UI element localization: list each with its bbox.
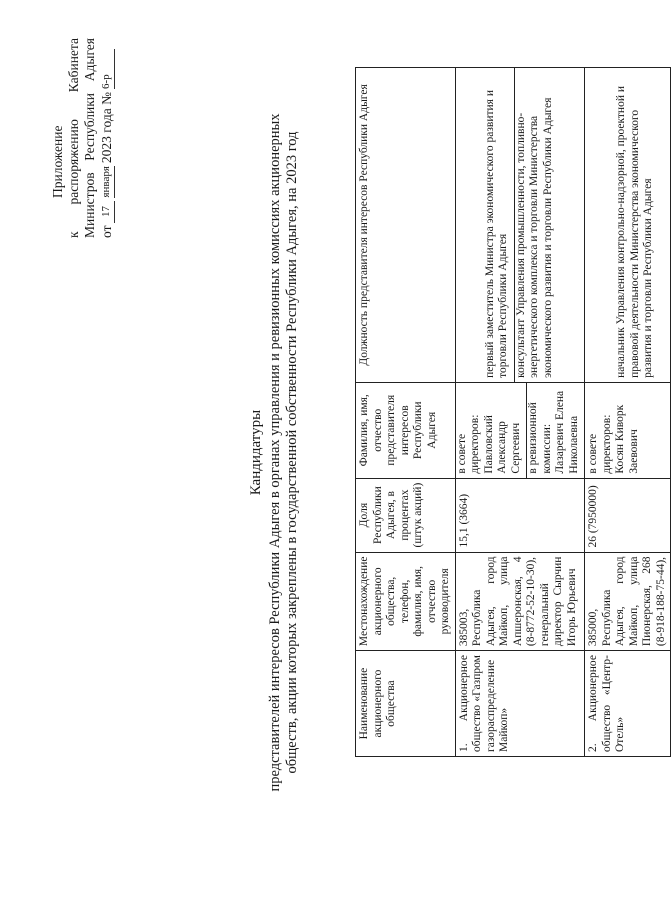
candidates-table [355,67,671,757]
table-row [585,68,671,757]
appendix-title: Приложение [50,125,65,198]
representative-name: Косян Киворк Заевович [614,404,640,474]
title-heading: Кандидатуры [248,409,264,496]
position-entry [456,68,515,382]
date-day: 17 [98,201,115,223]
representative-position: начальник Управления контрольно-надзорной, проектной и правовой деятельности Министерства экономического развития и торговли Республики Адыгея [615,85,654,378]
date-prefix: от [99,225,114,238]
header-share: Доля Республики Адыгея, в процентах (штук акций) [356,478,456,552]
company-share: 15,1 (3664) [455,478,585,552]
governing-body: в совете директоров: [587,414,613,474]
company-name: 2. Акционерное общество «Центр-Отель» [585,651,671,757]
appendix-line-2 [66,38,82,238]
appendix-text: Министров [82,172,97,238]
company-name: 1. Акционерное общество «Газпром газораспределение Майкоп» [455,651,585,757]
appendix-text: Адыгея [82,38,97,82]
representatives-cell [455,382,585,478]
header-name: Наименование акционерного общества [356,651,456,757]
representative-entry [456,383,528,478]
governing-body: в совете директоров: [455,414,481,474]
appendix-block [50,38,115,238]
positions-cell [585,68,671,383]
company-location: 385003, Республика Адыгея, город Майкоп, улица Апшеронская, 4 (8-8772-52-10-30), генеральный директор Сырчин Игорь Юрьевич [455,552,585,651]
positions-cell [455,68,585,383]
representatives-cell [585,382,671,478]
company-location: 385000, Республика Адыгея, город Майкоп, улица Пионерская, 268 (8-918-188-75-44), [585,552,671,651]
representative-name: Павловский Александр Сергеевич [482,415,522,474]
table-row [455,68,585,757]
appendix-line-3 [82,38,98,238]
appendix-text: распоряжению [66,119,81,205]
title-line-2: обществ, акции которых закреплены в государственной собственности Республики Адыгея, на 2023 год [284,131,300,774]
appendix-date-line [98,38,115,238]
date-month: января [98,166,115,197]
company-share: 26 (7950000) [585,478,671,552]
appendix-text: Кабинета [66,38,81,93]
date-year: 2023 года № [99,92,114,164]
table-header-row [356,68,456,757]
representative-position: первый заместитель Министра экономического развития и торговли Республики Адыгея [483,90,509,378]
title-line-1: представителей интересов Республики Адыгея в органах управления и ревизионных комиссиях акционерных [267,113,283,792]
document-title [248,30,301,875]
appendix-text: к [66,231,81,238]
position-entry [515,68,559,382]
header-location: Местонахождение акционерного общества, телефон, фамилия, имя, отчество руководителя [356,552,456,651]
representative-name: Лазаревич Елена Николаевна [554,390,580,474]
header-representative: Фамилия, имя, отчество представителя интересов Республики Адыгея [356,382,456,478]
governing-body: в ревизионной комиссии: [527,402,553,474]
header-position: Должность представителя интересов Республики Адыгея [356,68,456,383]
representative-position: консультант Управления промышленности, топливно-энергетического комплекса и торговли Министерства экономического развития и торговли Республики Адыгея [514,97,554,378]
representative-entry [527,383,584,478]
appendix-text: Республики [82,92,97,161]
document-number: 6-р [98,49,115,89]
